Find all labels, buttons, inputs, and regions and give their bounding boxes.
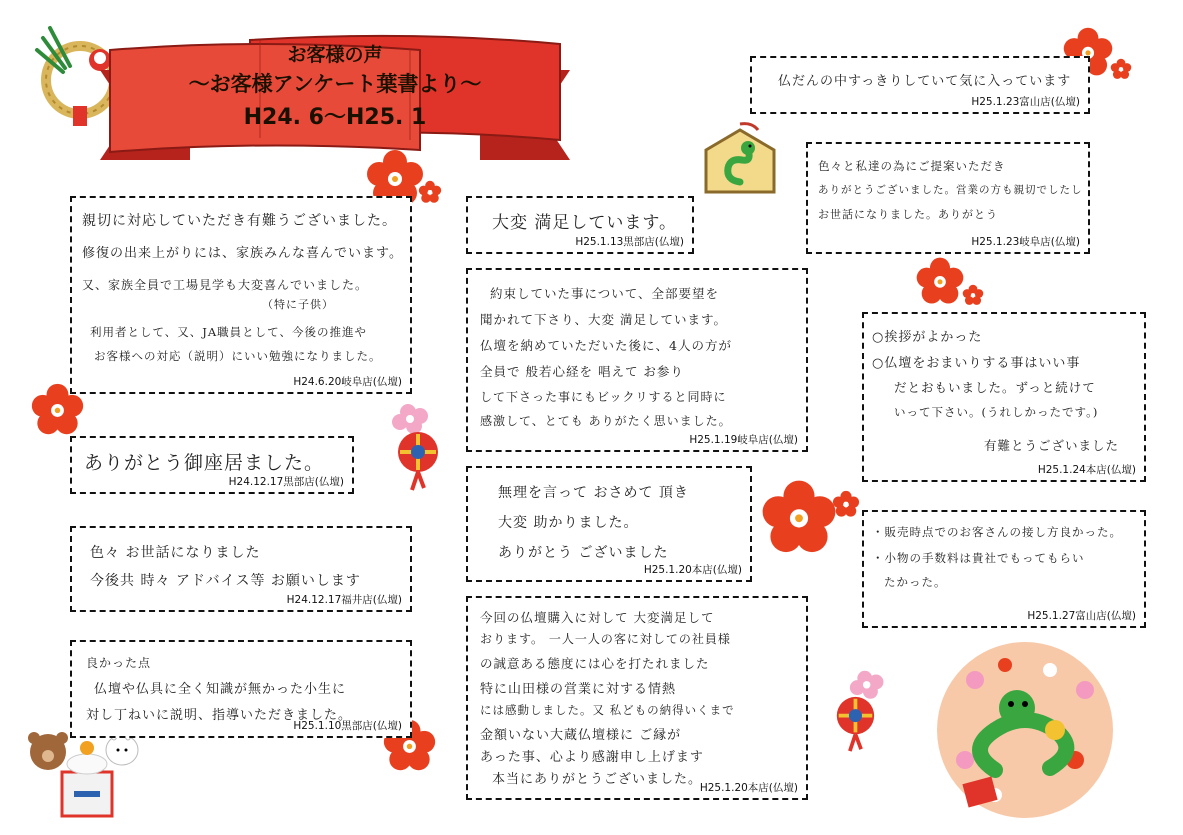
plum-flower-small-icon <box>418 180 442 204</box>
review-caption: H25.1.13黒部店(仏壇) <box>575 236 684 248</box>
review-line: たかった。 <box>884 575 947 589</box>
review-line: 良かった点 <box>86 656 152 670</box>
review-line: の誠意ある態度には心を打たれました <box>480 656 710 671</box>
review-line: おります。 一人一人の客に対しての社員様 <box>480 632 731 646</box>
review-caption: H25.1.27富山店(仏壇) <box>1027 610 1136 622</box>
review-caption: H25.1.24本店(仏壇) <box>1037 464 1136 476</box>
review-card <box>750 56 1090 114</box>
review-line: 無理を言って おさめて 頂き <box>498 485 689 501</box>
review-caption: H24.6.20岐阜店(仏壇) <box>293 376 402 388</box>
review-line: いって下さい。(うれしかったです。) <box>894 405 1099 419</box>
review-card <box>70 526 412 612</box>
plum-flower-small-icon <box>832 490 860 518</box>
review-line: ○挨拶がよかった <box>872 330 983 345</box>
review-card <box>70 196 412 394</box>
review-line: 又、家族全員で工場見学も大変喜んでいました。 <box>82 278 369 292</box>
review-card <box>806 142 1090 254</box>
review-line: ありがとうございました。営業の方も親切でしたし <box>818 184 1083 196</box>
review-line: 有難とうございました <box>984 438 1120 453</box>
review-line: 仏壇を納めていただいた後に、4人の方が <box>480 338 732 353</box>
review-card <box>70 640 412 738</box>
review-caption: H25.1.23岐阜店(仏壇) <box>971 236 1080 248</box>
review-line: （特に子供） <box>262 298 334 311</box>
review-caption: H25.1.20本店(仏壇) <box>643 564 742 576</box>
review-card <box>70 436 354 494</box>
review-line: お客様への対応（説明）にいい勉強になりました。 <box>94 349 382 363</box>
review-line: 色々と私達の為にご提案いただき <box>818 159 1006 173</box>
review-line: ありがとう ございました <box>498 545 669 561</box>
review-caption: H24.12.17黒部店(仏壇) <box>228 476 344 488</box>
review-line: 特に山田様の営業に対する情熱 <box>480 682 677 697</box>
review-line: ○仏壇をおまいりする事はいい事 <box>872 356 1081 371</box>
banner-title-3: H24. 6～H25. 1 <box>243 105 427 130</box>
review-caption: H24.12.17福井店(仏壇) <box>286 594 402 606</box>
review-line: 聞かれて下さり、大変 満足しています。 <box>480 312 727 327</box>
review-card <box>862 312 1146 482</box>
review-caption: H25.1.10黒部店(仏壇) <box>293 720 402 732</box>
review-line: には感動しました。又 私どもの納得いくまで <box>480 703 735 717</box>
review-line: 大変 助かりました。 <box>498 515 639 531</box>
plum-flower-icon <box>760 478 838 556</box>
banner-title-2: ～お客様アンケート葉書より～ <box>188 72 482 96</box>
review-card <box>466 466 752 582</box>
review-line: 利用者として、又、JA職員として、今後の推進や <box>90 325 367 339</box>
review-card <box>862 510 1146 628</box>
review-line: あった事、心より感謝申し上げます <box>480 750 704 765</box>
review-line: 修復の出来上がりには、家族みんな喜んでいます。 <box>82 246 403 261</box>
review-line: だとおもいました。ずっと続けて <box>894 380 1096 395</box>
temari-ball-icon <box>378 400 453 492</box>
review-line: ・販売時点でのお客さんの接し方良かった。 <box>872 525 1122 539</box>
review-line: 今回の仏壇購入に対して 大変満足して <box>480 610 715 625</box>
banner-title-1: お客様の声 <box>287 44 383 66</box>
review-line: 感激して、とても ありがたく思いました。 <box>480 414 732 428</box>
review-line: 全員で 般若心経を 唱えて お参り <box>480 364 684 379</box>
temari-ball-icon <box>820 665 890 755</box>
review-caption: H25.1.23富山店(仏壇) <box>971 96 1080 108</box>
review-card <box>466 268 808 452</box>
review-line: 大変 満足しています。 <box>492 213 678 233</box>
plum-flower-small-icon <box>962 284 984 306</box>
review-line: 仏だんの中すっきりしていて気に入っています <box>778 74 1072 89</box>
review-line: 約束していた事について、全部要望を <box>490 286 720 301</box>
review-line: 親切に対応していただき有難うございました。 <box>82 213 397 229</box>
snake-medallion-icon <box>935 640 1115 820</box>
review-card <box>466 196 694 254</box>
review-line: 仏壇や仏具に全く知識が無かった小生に <box>94 682 347 697</box>
plum-flower-small-icon <box>1110 58 1132 80</box>
review-line: 本当にありがとうございました。 <box>492 772 703 787</box>
review-line: して下さった事にもビックリすると同時に <box>480 390 727 404</box>
review-line: 今後共 時々 アドバイス等 お願いします <box>90 573 361 589</box>
review-caption: H25.1.19岐阜店(仏壇) <box>689 434 798 446</box>
review-card <box>466 596 808 800</box>
review-line: ありがとう御座居ました。 <box>84 452 325 474</box>
review-line: 色々 お世話になりました <box>90 545 261 561</box>
title-banner <box>100 30 570 170</box>
plum-flower-icon <box>915 256 965 306</box>
review-line: 金額いない大蔵仏壇様に ご縁が <box>480 728 682 743</box>
review-line: ・小物の手数料は貴社でもってもらい <box>872 551 1085 565</box>
ema-snake-icon <box>700 120 780 200</box>
review-line: 対し丁ねいに説明、指導いただきました。 <box>86 708 353 723</box>
review-caption: H25.1.20本店(仏壇) <box>699 782 798 794</box>
review-line: お世話になりました。ありがとう <box>818 208 998 221</box>
